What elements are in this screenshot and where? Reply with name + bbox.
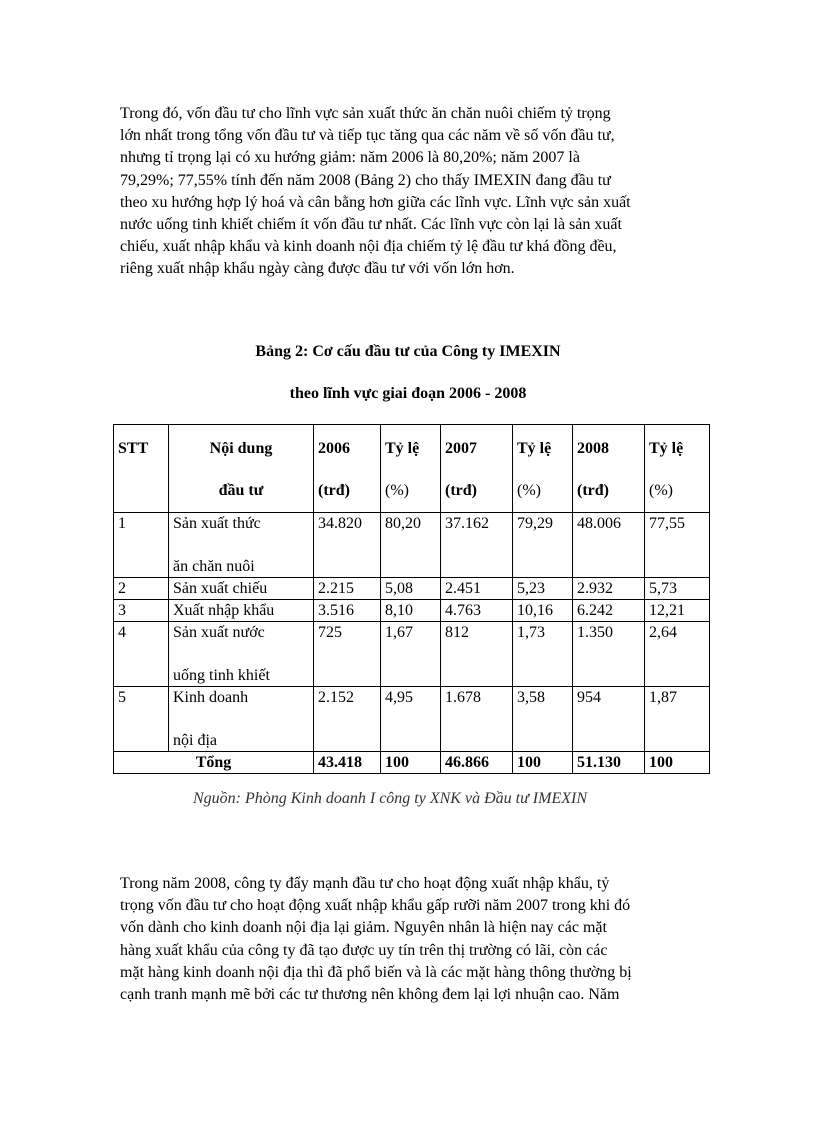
- cell-ratio-2008: 77,55: [645, 513, 710, 578]
- cell-stt: 1: [114, 513, 169, 578]
- cell-2007: 4.763: [441, 600, 513, 622]
- total-ratio-2008: 100: [645, 752, 710, 774]
- cell-content: Sản xuất thức ăn chăn nuôi: [169, 513, 314, 578]
- header-ratio-2007: Tỷ lệ (%): [513, 425, 573, 513]
- table-row: [114, 578, 710, 600]
- text-line: mặt hàng kinh doanh nội địa thì đã phổ biến và là các mặt hàng thông thường bị: [120, 963, 632, 981]
- cell-stt: 4: [114, 622, 169, 687]
- text-line: hàng xuất khẩu của công ty đã tạo được uy tín trên thị trường có lãi, còn các: [120, 941, 608, 959]
- cell-content: Sản xuất nước uống tinh khiết: [169, 622, 314, 687]
- cell-content: Sản xuất chiếu: [169, 578, 314, 600]
- cell-2007: 37.162: [441, 513, 513, 578]
- cell-ratio-2006: 1,67: [381, 622, 441, 687]
- total-ratio-2006: 100: [381, 752, 441, 774]
- cell-2008: 6.242: [573, 600, 645, 622]
- text-line: vốn dành cho kinh doanh nội địa lại giảm. Nguyên nhân là hiện nay các mặt: [120, 919, 607, 937]
- cell-2008: 2.932: [573, 578, 645, 600]
- table-source-note: Nguồn: Phòng Kinh doanh I công ty XNK và Đầu tư IMEXIN: [192, 790, 587, 807]
- header-ratio-2006: Tỷ lệ (%): [381, 425, 441, 513]
- cell-ratio-2008: 2,64: [645, 622, 710, 687]
- investment-structure-table: [113, 424, 710, 774]
- text-line: riêng xuất nhập khẩu ngày càng được đầu tư với vốn lớn hơn.: [120, 260, 515, 278]
- text-line: Trong đó, vốn đầu tư cho lĩnh vực sản xuất thức ăn chăn nuôi chiếm tỷ trọng: [120, 105, 611, 122]
- table-caption-title: Bảng 2: Cơ cấu đầu tư của Công ty IMEXIN: [255, 343, 561, 360]
- cell-ratio-2006: 8,10: [381, 600, 441, 622]
- cell-stt: 3: [114, 600, 169, 622]
- header-2008: 2008 (trđ): [573, 425, 645, 513]
- cell-ratio-2008: 12,21: [645, 600, 710, 622]
- cell-2006: 2.152: [314, 687, 381, 752]
- cell-ratio-2007: 1,73: [513, 622, 573, 687]
- cell-ratio-2006: 80,20: [381, 513, 441, 578]
- text-line: cạnh tranh mạnh mẽ bởi các tư thương nên không đem lại lợi nhuận cao. Năm: [120, 986, 620, 1004]
- text-line: lớn nhất trong tổng vốn đầu tư và tiếp tục tăng qua các năm về số vốn đầu tư,: [120, 127, 615, 145]
- cell-2006: 2.215: [314, 578, 381, 600]
- cell-ratio-2007: 5,23: [513, 578, 573, 600]
- cell-2008: 48.006: [573, 513, 645, 578]
- cell-ratio-2007: 3,58: [513, 687, 573, 752]
- text-line: nước uống tinh khiết chiếm ít vốn đầu tư nhất. Các lĩnh vực còn lại là sản xuất: [120, 216, 622, 234]
- cell-content: Kinh doanh nội địa: [169, 687, 314, 752]
- text-line: theo xu hướng hợp lý hoá và cân bằng hơn giữa các lĩnh vực. Lĩnh vực sản xuất: [120, 193, 631, 211]
- cell-ratio-2008: 5,73: [645, 578, 710, 600]
- cell-ratio-2006: 4,95: [381, 687, 441, 752]
- text-line: trọng vốn đầu tư cho hoạt động xuất nhập khẩu gấp rưỡi năm 2007 trong khi đó: [120, 897, 631, 915]
- cell-2007: 2.451: [441, 578, 513, 600]
- cell-ratio-2006: 5,08: [381, 578, 441, 600]
- cell-2007: 1.678: [441, 687, 513, 752]
- table-caption-subtitle: theo lĩnh vực giai đoạn 2006 - 2008: [289, 385, 527, 402]
- table-header-row: [114, 425, 710, 513]
- header-content: Nội dung đầu tư: [169, 425, 314, 513]
- cell-content: Xuất nhập khẩu: [169, 600, 314, 622]
- text-line: 79,29%; 77,55% tính đến năm 2008 (Bảng 2) cho thấy IMEXIN đang đầu tư: [120, 171, 611, 189]
- header-2007: 2007 (trđ): [441, 425, 513, 513]
- cell-stt: 5: [114, 687, 169, 752]
- table-row: [114, 600, 710, 622]
- table-row: [114, 513, 710, 578]
- cell-2006: 34.820: [314, 513, 381, 578]
- cell-2007: 812: [441, 622, 513, 687]
- cell-ratio-2007: 79,29: [513, 513, 573, 578]
- text-line: Trong năm 2008, công ty đẩy mạnh đầu tư cho hoạt động xuất nhập khẩu, tỷ: [120, 875, 610, 892]
- text-line: nhưng tỉ trọng lại có xu hướng giảm: năm 2006 là 80,20%; năm 2007 là: [120, 149, 580, 167]
- table-row: [114, 687, 710, 752]
- cell-ratio-2008: 1,87: [645, 687, 710, 752]
- header-ratio-2008: Tỷ lệ (%): [645, 425, 710, 513]
- cell-ratio-2007: 10,16: [513, 600, 573, 622]
- total-2007: 46.866: [441, 752, 513, 774]
- cell-2006: 3.516: [314, 600, 381, 622]
- cell-2006: 725: [314, 622, 381, 687]
- cell-2008: 954: [573, 687, 645, 752]
- total-2008: 51.130: [573, 752, 645, 774]
- header-2006: 2006 (trđ): [314, 425, 381, 513]
- intro-paragraph: [120, 103, 700, 281]
- total-label: Tổng: [114, 752, 314, 774]
- cell-2008: 1.350: [573, 622, 645, 687]
- analysis-paragraph: [120, 873, 700, 1006]
- header-stt: STT: [114, 425, 169, 513]
- table-row: [114, 622, 710, 687]
- total-ratio-2007: 100: [513, 752, 573, 774]
- text-line: chiếu, xuất nhập khẩu và kinh doanh nội địa chiếm tỷ lệ đầu tư khá đồng đều,: [120, 238, 617, 256]
- total-2006: 43.418: [314, 752, 381, 774]
- table-total-row: [114, 752, 710, 774]
- cell-stt: 2: [114, 578, 169, 600]
